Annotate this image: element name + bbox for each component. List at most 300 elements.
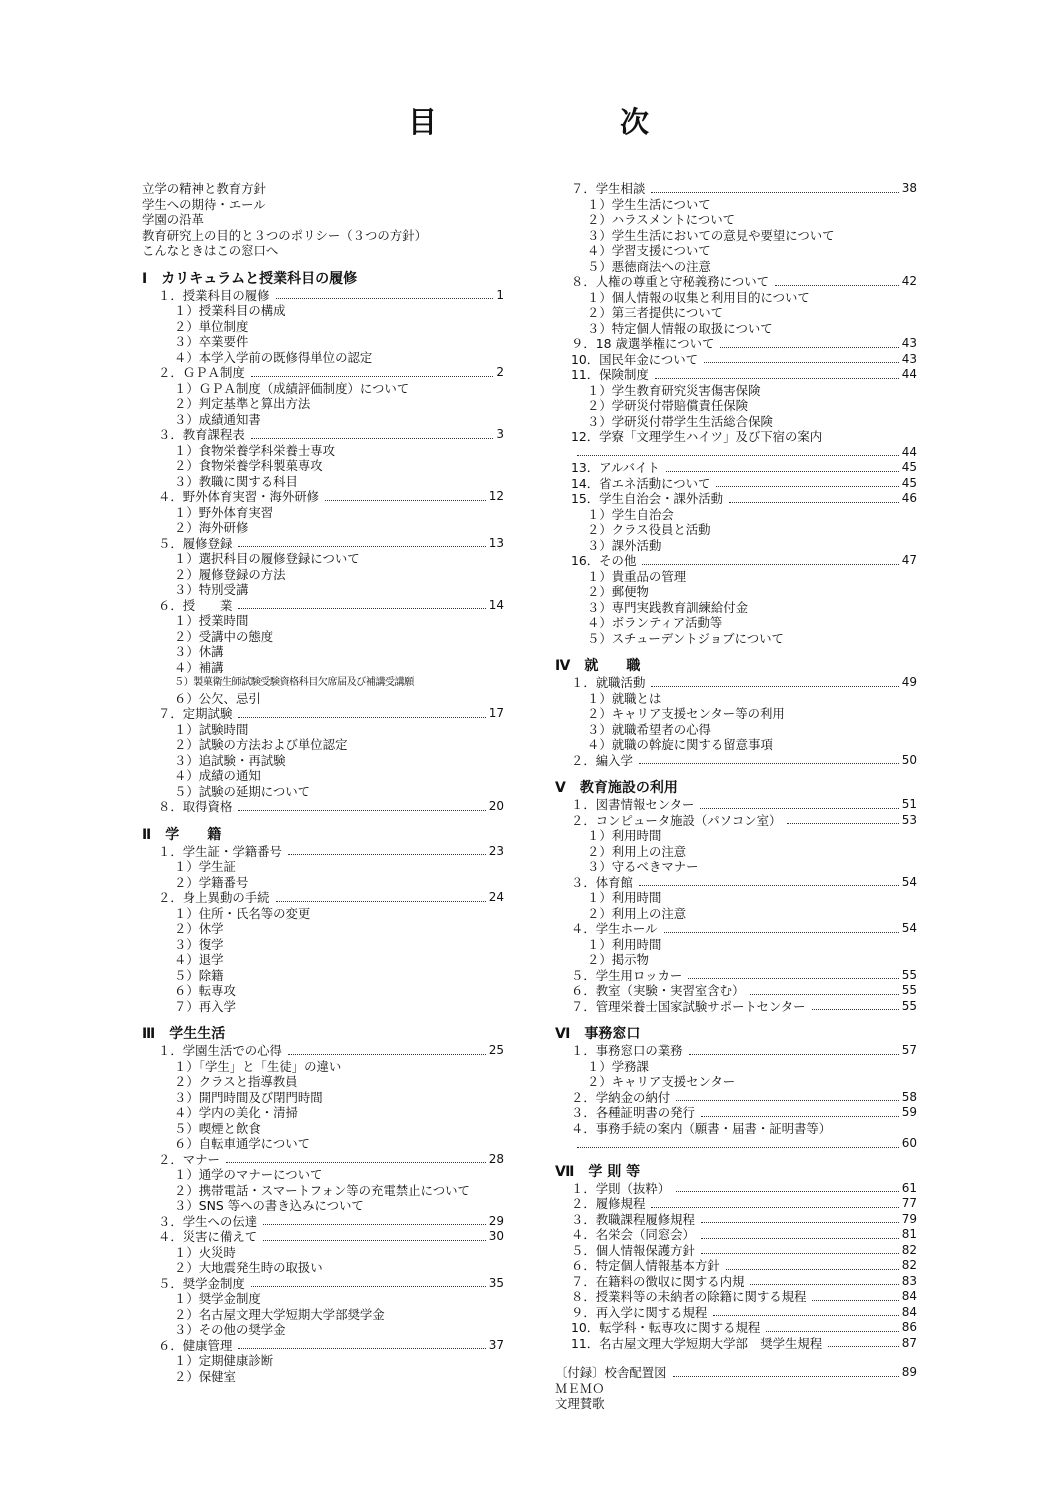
toc-entry-text: ３）学生生活においての意見や要望について [587,227,835,243]
toc-entry-text: ３）特別受講 [174,582,249,597]
dot-leader [251,376,494,377]
toc-subitem [142,675,504,691]
dot-leader [664,932,899,933]
dot-leader [226,1162,486,1163]
toc-subitem [555,212,917,228]
toc-subitem [555,197,917,213]
toc-item [555,983,917,999]
toc-page-number: 13 [488,535,504,550]
toc-entry-text: ５）喫煙と飲食 [174,1120,261,1136]
toc-item [142,243,504,259]
toc-page-number: 44 [901,444,917,459]
toc-item [555,1212,917,1228]
toc-subitem [142,381,504,397]
toc-entry-text: １）試験時間 [174,721,249,737]
toc-subitem [142,937,504,953]
toc-item [142,1152,504,1168]
toc-item [555,1274,917,1290]
toc-page-number: 87 [901,1335,917,1350]
toc-entry-text: １．事務窓口の業務 [571,1043,683,1058]
toc-page-number: 60 [901,1136,917,1150]
dot-leader [729,502,899,503]
toc-entry-text: ３）SNS 等への書き込みについて [174,1198,364,1213]
toc-page-number: 54 [901,921,917,935]
toc-page-number: 43 [901,336,917,350]
toc-subitem [555,398,917,414]
toc-entry-text: 15．学生自治会・課外活動 [571,491,724,506]
dot-leader [750,1284,898,1285]
toc-page-number: 46 [901,491,917,505]
toc-item [142,288,504,304]
toc-entry-text: １．授業科目の履修 [158,287,270,303]
toc-subitem [142,1369,504,1385]
toc-subitem [555,706,917,722]
toc-subitem [555,600,917,616]
toc-entry-text: ６）自転車通学について [174,1136,311,1151]
dot-leader [766,1331,898,1332]
toc-page-number: 54 [901,874,917,889]
toc-item [142,598,504,614]
toc-subitem [142,396,504,412]
dot-leader [701,1116,899,1117]
toc-entry-text: ＭＥＭＯ [555,1380,605,1396]
toc-entry-text: Ⅳ 就 職 [555,658,641,674]
toc-entry-text: ２）保健室 [174,1368,236,1384]
toc-item [555,274,917,290]
toc-entry-text: １）火災時 [174,1244,236,1260]
toc-page-number: 43 [901,351,917,366]
dot-leader [726,1269,899,1270]
toc-entry-text: １）ＧＰＡ制度（成績評価制度）について [174,380,410,396]
toc-entry-text: Ⅶ 学 則 等 [555,1163,641,1180]
toc-entry-text: ７）再入学 [174,998,236,1014]
toc-subitem [555,691,917,707]
toc-entry-text: ５）除籍 [174,967,224,983]
toc-subitem [142,334,504,350]
toc-subitem [555,937,917,953]
toc-section-heading [142,827,504,844]
toc-subitem [142,1260,504,1276]
toc-entry-text: １）学生生活について [587,196,711,212]
toc-subitem [142,443,504,459]
toc-item [555,336,917,352]
toc-entry-text: ６．教室（実験・実習室含む） [571,983,745,998]
toc-page-number: 61 [901,1180,917,1195]
dot-leader [238,1348,485,1349]
toc-entry-text: ４）ボランティア活動等 [587,615,723,630]
dot-leader [750,994,898,995]
toc-entry-text: ３）成績通知書 [174,411,261,427]
dot-leader [812,1009,899,1010]
toc-page-number: 79 [901,1211,917,1226]
toc-item [555,1043,917,1059]
dot-leader [288,854,486,855]
dot-leader [577,1147,899,1148]
dot-leader [276,298,494,299]
dot-leader [651,686,898,687]
toc-subitem [142,952,504,968]
toc-entry-text: ３）専門実践教育訓練給付金 [587,599,749,615]
dot-leader [639,885,899,886]
dot-leader [251,438,494,439]
toc-subitem [142,505,504,521]
dot-leader [701,1238,899,1239]
toc-entry-text: ６．特定個人情報基本方針 [571,1258,720,1273]
toc-entry-text: ２．身上異動の手続 [158,890,270,905]
toc-item [142,197,504,213]
toc-entry-text: １）授業時間 [174,613,249,628]
toc-page-number: 3 [496,427,504,441]
toc-entry-text: ５）スチューデントジョブについて [587,630,784,646]
toc-entry-text: ３）特定個人情報の取扱について [587,320,773,336]
toc-entry-text: １）授業科目の構成 [174,303,286,318]
toc-entry-text: １）学生自治会 [587,506,674,522]
toc-entry-text: ２）名古屋文理大学短期大学部奨学金 [174,1306,385,1322]
toc-entry-text: ２．コンピュータ施設（パソコン室） [571,812,782,828]
toc-subitem [142,875,504,891]
toc-entry-text: ７．在籍料の徴収に関する内規 [571,1273,745,1289]
toc-item [555,875,917,891]
toc-entry-text: １）学生証 [174,859,236,874]
toc-entry-text: ６．健康管理 [158,1337,233,1353]
toc-entry-text: ４．事務手続の案内（願書・届書・証明書等） [571,1120,832,1136]
toc-entry-text: １）貴重品の管理 [587,568,687,584]
toc-entry-text: ２．学納金の納付 [571,1089,671,1105]
dot-leader [238,608,485,609]
toc-page-number: 84 [901,1289,917,1303]
toc-entry-text: ５．個人情報保護方針 [571,1242,695,1258]
toc-subitem [555,243,917,259]
toc-page-number: 89 [901,1365,917,1379]
toc-entry-text: ８．取得資格 [158,799,233,814]
dot-leader [642,564,898,565]
toc-item [555,675,917,691]
toc-section-heading [142,271,504,288]
toc-page-number: 55 [901,967,917,982]
dot-leader [787,823,898,824]
dot-leader [238,546,485,547]
toc-subitem [555,828,917,844]
toc-subitem [142,1090,504,1106]
toc-entry-text: ２．マナー [158,1151,220,1167]
toc-entry-text: ２）判定基準と算出方法 [174,396,311,411]
toc-entry-text: １）食物栄養学科栄養士専攻 [174,442,336,458]
toc-page-number: 51 [901,797,917,811]
toc-subitem [555,631,917,647]
toc-page-number: 24 [488,890,504,904]
toc-entry-text: 11．保険制度 [571,367,649,382]
toc-entry-text: １）利用時間 [587,936,662,952]
toc-entry-text: ２）単位制度 [174,318,249,334]
dot-leader [701,1222,899,1223]
toc-page-number: 12 [488,489,504,503]
toc-entry-text: 11．名古屋文理大学短期大学部 奨学生規程 [571,1335,823,1351]
toc-entry-text: １）利用時間 [587,828,662,843]
toc-entry-text: ２）携帯電話・スマートフォン等の充電禁止について [174,1182,470,1198]
title-char-2: 次 [620,105,651,139]
toc-entry-text: １．学園生活での心得 [158,1043,282,1058]
toc-entry-text: 10．国民年金について [571,351,699,367]
toc-entry-text: ２）ハラスメントについて [587,212,736,227]
toc-subitem [142,753,504,769]
toc-entry-text: ８．人権の尊重と守秘義務について [571,274,770,289]
dot-leader [276,901,486,902]
toc-item [555,1181,917,1197]
dot-leader [288,1054,486,1055]
toc-item [555,491,917,507]
toc-subitem [142,350,504,366]
toc-item [555,1336,917,1352]
toc-subitem [555,737,917,753]
toc-item [555,1243,917,1259]
toc-subitem [555,844,917,860]
toc-entry-text: Ⅱ 学 籍 [142,826,222,843]
toc-entry-text: １）利用時間 [587,890,662,905]
toc-page-number: 47 [901,553,917,567]
toc-subitem [555,414,917,430]
toc-item [555,968,917,984]
toc-entry-text: ２）掲示物 [587,952,649,967]
toc-item [142,427,504,443]
toc-entry-text: ４．学生ホール [571,921,658,936]
toc-entry-text: ３）卒業要件 [174,334,249,349]
toc-subitem [142,1183,504,1199]
toc-subitem [142,1307,504,1323]
toc-entry-text: １）定期健康診断 [174,1353,274,1368]
toc-entry-text: ７．管理栄養士国家試験サポートセンター [571,998,806,1014]
toc-subitem [142,1059,504,1075]
toc-page-number: 49 [901,675,917,689]
toc-entry-text: ２．編入学 [571,752,633,768]
toc-item [142,1338,504,1354]
toc-item [555,1227,917,1243]
toc-subitem [142,1105,504,1121]
toc-entry-text: ７．定期試験 [158,706,233,721]
toc-page-number: 20 [488,799,504,813]
toc-entry-text: 〔付録〕校舎配置図 [555,1365,667,1380]
toc-page-number: 53 [901,812,917,827]
toc-subitem [142,691,504,707]
toc-page-number: 86 [901,1320,917,1334]
toc-item [555,1196,917,1212]
toc-entry-text: １）奨学金制度 [174,1291,261,1306]
toc-item [555,1365,917,1381]
toc-subitem [555,890,917,906]
toc-page-number: 44 [901,367,917,381]
dot-leader [238,717,485,718]
toc-entry-text: ２）クラスと指導教員 [174,1074,298,1089]
dot-leader [238,810,485,811]
toc-page-number: 25 [488,1043,504,1057]
toc-entry-text: ３）就職希望者の心得 [587,721,711,737]
toc-entry-text: ２）クラス役員と活動 [587,522,711,537]
toc-entry-text: ３．各種証明書の発行 [571,1105,695,1120]
toc-entry-text: 12．学寮「文理学生ハイツ」及び下宿の案内 [571,429,823,444]
toc-subitem [142,983,504,999]
dot-leader [673,1376,899,1377]
toc-item [142,1043,504,1059]
toc-entry-text: ５．奨学金制度 [158,1275,245,1291]
toc-subitem [555,906,917,922]
toc-subitem [555,522,917,538]
toc-item [555,460,917,476]
toc-entry-text: ３）教職に関する科目 [174,473,298,489]
toc-entry-text: ５）製菓衛生師試験受験資格科目欠席届及び補講受講願 [174,677,414,688]
toc-item [142,489,504,505]
toc-subitem [142,412,504,428]
toc-page-number: 59 [901,1105,917,1119]
toc-item [555,1305,917,1321]
toc-subitem [142,906,504,922]
toc-page-number: 83 [901,1273,917,1288]
toc-entry-text: 文理賛歌 [555,1396,605,1411]
toc-subitem [142,768,504,784]
toc-subitem [142,458,504,474]
toc-entry-text: １）学生教育研究災害傷害保険 [587,382,761,398]
dot-leader [812,1300,898,1301]
dot-leader [639,763,899,764]
toc-subitem [142,859,504,875]
toc-entry-text: １．図書情報センター [571,797,695,812]
toc-entry-text: ３）開門時間及び閉門時間 [174,1089,323,1105]
toc-entry-text: ３）その他の奨学金 [174,1322,286,1337]
toc-entry-text: １）個人情報の収集と利用目的について [587,289,810,305]
toc-subitem [142,921,504,937]
toc-entry-text: ４．野外体育実習・海外研修 [158,489,320,504]
dot-leader [716,486,898,487]
toc-entry-text: ２）利用上の注意 [587,843,687,859]
toc-entry-text: ３）学研災付帯学生生活総合保険 [587,413,773,429]
toc-entry-text: 教育研究上の目的と３つのポリシー（３つの方針） [142,227,427,243]
toc-entry-text: ２）学研災付帯賠償責任保険 [587,398,749,413]
toc-item [555,797,917,813]
toc-entry-text: ４）退学 [174,952,224,967]
toc-subitem [142,1245,504,1261]
toc-page-number: 42 [901,274,917,288]
toc-subitem [555,228,917,244]
toc-subitem [555,569,917,585]
toc-entry-text: １）野外体育実習 [174,504,274,520]
dot-leader [676,1100,899,1101]
toc-entry-text: ２．履修規程 [571,1196,646,1211]
toc-subitem [142,660,504,676]
toc-subitem [142,319,504,335]
toc-section-heading [555,658,917,675]
toc-page-number: 23 [488,843,504,858]
page-title [0,100,1058,140]
toc-entry-text: ２）受講中の態度 [174,628,274,644]
toc-entry-text: 16．その他 [571,553,637,568]
toc-entry-text: こんなときはこの窓口へ [142,243,279,258]
dot-leader [720,347,898,348]
toc-item [142,365,504,381]
toc-subitem [555,615,917,631]
title-char-1: 目 [408,105,439,139]
toc-page-number: 14 [488,597,504,612]
toc-entry-text: ３）復学 [174,936,224,952]
toc-item [555,999,917,1015]
toc-entry-text: 立学の精神と教育方針 [142,181,266,196]
toc-item [142,536,504,552]
toc-entry-text: ４）就職の斡旋に関する留意事項 [587,737,773,752]
dot-leader [263,1224,486,1225]
toc-subitem [142,567,504,583]
toc-subitem [142,474,504,490]
toc-item [555,553,917,569]
toc-entry-text: ３）追試験・再試験 [174,752,286,768]
toc-entry-text: ４．名栄会（同窓会） [571,1227,695,1242]
toc-subitem [142,1121,504,1137]
toc-left-column [142,181,504,1384]
toc-subitem [142,551,504,567]
toc-page-number: 38 [901,181,917,195]
toc-entry-text: Ⅲ 学生生活 [142,1026,226,1042]
toc-item [142,1214,504,1230]
toc-entry-text: ２）試験の方法および単位認定 [174,737,348,752]
toc-item [142,212,504,228]
toc-item [555,1121,917,1137]
toc-entry-text: ２）キャリア支援センター [587,1074,736,1089]
toc-page-number: 45 [901,475,917,490]
dot-leader [651,1207,898,1208]
toc-entry-text: ２）キャリア支援センター等の利用 [587,706,785,721]
toc-page-number: 29 [488,1213,504,1228]
toc-page-number: 82 [901,1242,917,1257]
toc-subitem [142,1322,504,1338]
toc-subitem [555,859,917,875]
dot-leader [688,978,898,979]
toc-entry-text: ３．教育課程表 [158,427,245,442]
toc-subitem [555,538,917,554]
toc-page-number: 17 [488,706,504,720]
dot-leader [577,455,899,456]
toc-item [555,1136,917,1152]
toc-subitem [142,1074,504,1090]
toc-entry-text: ６）転専攻 [174,983,236,998]
toc-subitem [555,290,917,306]
toc-entry-text: １）「学生」と「生徒」の違い [174,1058,342,1074]
toc-entry-text: １．就職活動 [571,675,646,690]
toc-entry-text: ４）補講 [174,659,224,675]
toc-page-number: 81 [901,1227,917,1241]
dot-leader [676,1191,899,1192]
toc-entry-text: ２）学籍番号 [174,874,249,890]
toc-subitem [555,1074,917,1090]
toc-entry-text: ９．再入学に関する規程 [571,1304,708,1320]
toc-item [142,799,504,815]
toc-subitem [555,305,917,321]
toc-page-number: 1 [496,287,504,302]
toc-subitem [142,1353,504,1369]
toc-subitem [142,1198,504,1214]
toc-page-number: 2 [496,365,504,379]
toc-item [555,1381,917,1397]
toc-entry-text: Ⅵ 事務窓口 [555,1026,641,1042]
toc-entry-text: ５）試験の延期について [174,783,311,799]
toc-subitem [555,321,917,337]
toc-item [555,429,917,445]
toc-item [142,1229,504,1245]
toc-subitem [555,584,917,600]
toc-subitem [142,520,504,536]
toc-entry-text: ４）学習支援について [587,243,711,258]
toc-item [555,1396,917,1412]
toc-entry-text: ３．教職課程履修規程 [571,1211,695,1227]
toc-page-number: 57 [901,1043,917,1057]
toc-entry-text: ４）成績の通知 [174,768,261,783]
toc-item [555,1289,917,1305]
toc-subitem [142,999,504,1015]
